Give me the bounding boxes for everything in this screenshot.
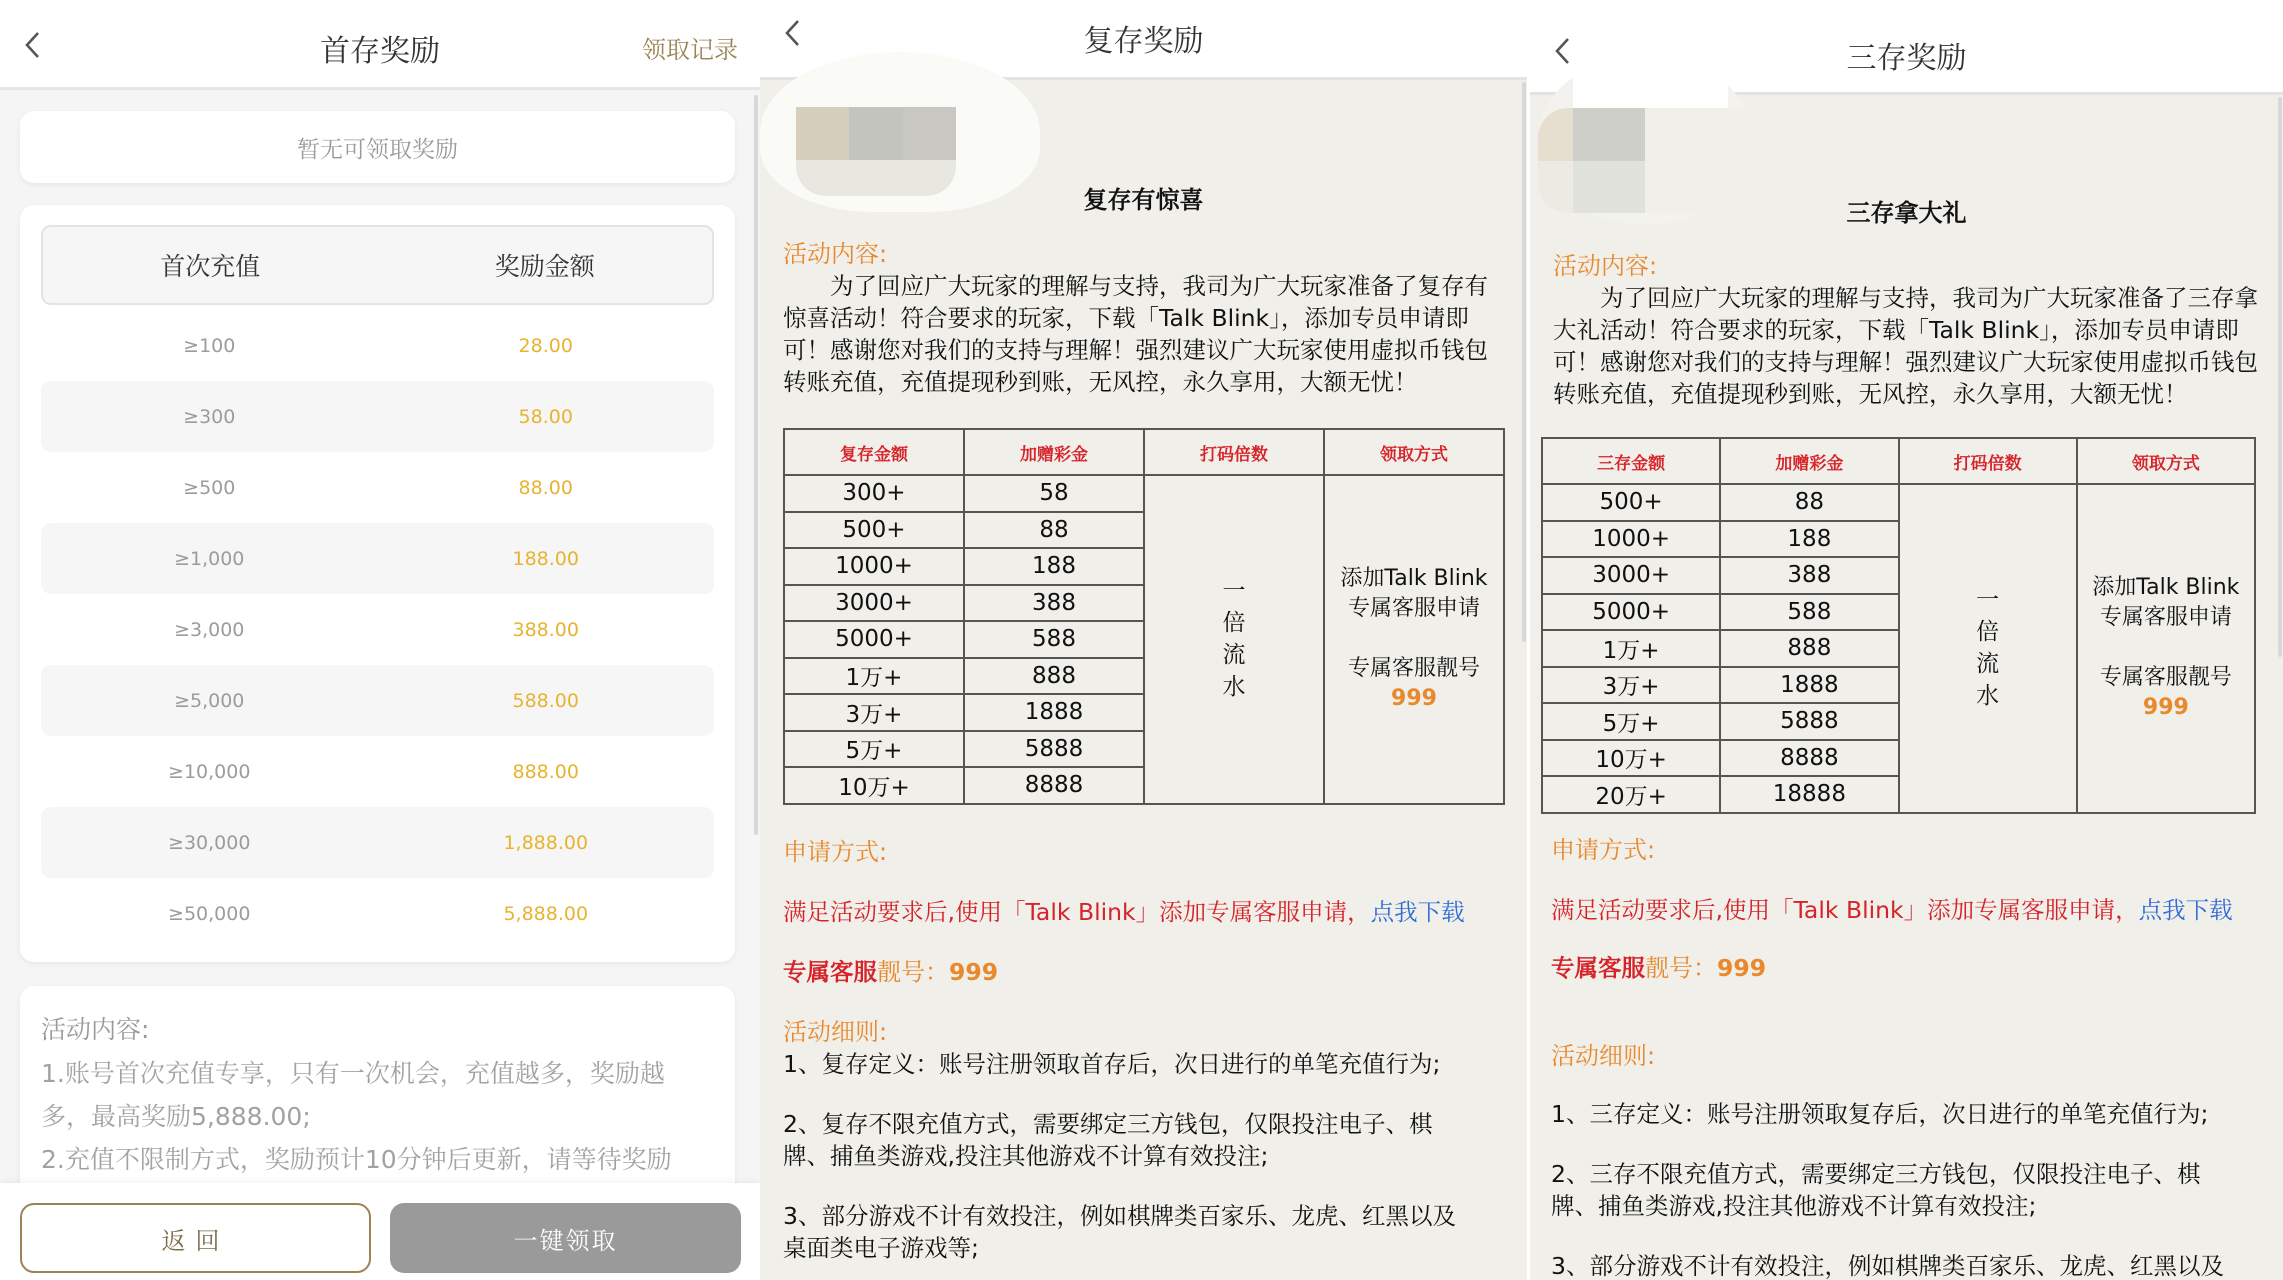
reward-amount: 1,888.00 (503, 831, 589, 854)
second-deposit-screen (760, 0, 1527, 1280)
reward-amount: 888.00 (512, 760, 579, 783)
page-title: 复存奖励 (1083, 24, 1204, 59)
table-row (41, 736, 714, 807)
method-line: 添加Talk Blink (1340, 566, 1488, 592)
reward-table-body (41, 310, 714, 949)
turnover-char: 水 (1976, 683, 2000, 710)
table-row (41, 878, 714, 949)
bonus-amount: 888 (964, 658, 1144, 695)
turnover-char: 一 (1222, 578, 1246, 605)
back-button-footer[interactable]: 返回 (20, 1203, 371, 1273)
bonus-amount: 388 (964, 585, 1144, 622)
reward-amount: 58.00 (518, 405, 573, 428)
promo-subtitle: 三存拿大礼 (1846, 199, 1967, 227)
turnover-multiplier (1144, 475, 1324, 804)
section-title-rules: 活动细则: (1551, 1042, 1656, 1070)
method-line: 专属客服申请 (1347, 596, 1480, 622)
table-row (41, 381, 714, 452)
bonus-amount: 58 (964, 475, 1144, 512)
deposit-amount: 1万+ (1542, 630, 1720, 667)
reward-amount: 388.00 (512, 618, 579, 641)
section-title-rules: 活动细则: (783, 1018, 888, 1046)
deposit-amount: 500+ (784, 512, 964, 549)
third-deposit-screen (1530, 0, 2283, 1280)
table-row (41, 523, 714, 594)
turnover-char: 倍 (1222, 610, 1246, 637)
section-title-content: 活动内容: (783, 240, 888, 268)
column-header: 三存金额 (1542, 438, 1720, 484)
rule-item: 3、部分游戏不计有效投注，例如棋牌类百家乐、龙虎、红黑以及桌面类电子游戏等; (783, 1202, 1456, 1262)
column-header: 领取方式 (2077, 438, 2255, 484)
claim-all-button[interactable]: 一键领取 (390, 1203, 741, 1273)
content-paragraph: 为了回应广大玩家的理解与支持，我司为广大玩家准备了复存有惊喜活动！符合要求的玩家，下载「Talk Blink」，添加专员申请即可！感谢您对我们的支持与理解！强烈建议广大玩家使用虚拟币钱包转账充值，充值提现秒到账，无风控，永久享用，大额无忧！ (783, 272, 1488, 396)
download-link[interactable]: 点我下载 (1370, 898, 1465, 926)
vip-label-suffix: 靓号： (1645, 954, 1717, 982)
deposit-amount: 3万+ (1542, 667, 1720, 704)
turnover-char: 流 (1222, 642, 1246, 669)
bonus-table (1541, 437, 2256, 814)
vip-number: 999 (1717, 954, 1767, 982)
description-line: 多，最高奖励5,888.00; (41, 1102, 311, 1131)
header-bar (0, 0, 760, 90)
deposit-amount: 5万+ (1542, 703, 1720, 740)
download-link[interactable]: 点我下载 (2138, 896, 2233, 924)
apply-text: 满足活动要求后,使用「Talk Blink」添加专属客服申请， (783, 898, 1371, 926)
bonus-amount: 388 (1720, 557, 1898, 594)
bonus-amount: 588 (1720, 594, 1898, 631)
reward-amount: 28.00 (518, 334, 573, 357)
description-line: 2.充值不限制方式，奖励预计10分钟后更新，请等待奖励 (41, 1145, 672, 1174)
bonus-amount: 1888 (1720, 667, 1898, 704)
rule-item: 1、复存定义：账号注册领取首存后，次日进行的单笔充值行为; (783, 1050, 1441, 1078)
method-line: 添加Talk Blink (2092, 575, 2240, 601)
claim-method (2077, 484, 2255, 813)
claim-record-link[interactable]: 领取记录 (642, 36, 738, 64)
method-line: 专属客服靓号 (2099, 665, 2232, 691)
apply-section (783, 836, 1507, 1264)
column-header-deposit: 首次充值 (160, 252, 261, 281)
bonus-amount: 5888 (1720, 703, 1898, 740)
bonus-amount: 1888 (964, 694, 1144, 731)
turnover-char: 一 (1976, 587, 2000, 614)
rule-item: 1、三存定义：账号注册领取复存后，次日进行的单笔充值行为; (1551, 1100, 2209, 1128)
method-line: 专属客服申请 (2099, 605, 2232, 631)
section-title-content: 活动内容: (1553, 252, 1658, 280)
rule-item: 2、复存不限充值方式，需要绑定三方钱包，仅限投注电子、棋牌、捕鱼类游戏,投注其他游戏不计算有效投注; (783, 1110, 1433, 1170)
apply-instructions (1551, 894, 2263, 926)
reward-amount: 588.00 (512, 689, 579, 712)
rule-item: 2、三存不限充值方式，需要绑定三方钱包，仅限投注电子、棋牌、捕鱼类游戏,投注其他游戏不计算有效投注; (1551, 1160, 2201, 1220)
first-deposit-screen (0, 0, 760, 1280)
activity-content (1553, 250, 2263, 410)
action-footer (0, 1183, 760, 1280)
deposit-threshold: ≥10,000 (168, 760, 251, 783)
page-title: 三存奖励 (1846, 41, 1967, 76)
column-header: 打码倍数 (1144, 429, 1324, 475)
vip-label: 专属客服 (1551, 954, 1645, 982)
bonus-amount: 8888 (964, 767, 1144, 804)
deposit-threshold: ≥50,000 (168, 902, 251, 925)
page-title: 首存奖励 (320, 34, 440, 69)
claim-method (1324, 475, 1504, 804)
bonus-amount: 188 (1720, 521, 1898, 558)
deposit-threshold: ≥300 (183, 405, 236, 428)
deposit-threshold: ≥3,000 (174, 618, 245, 641)
vip-number: 999 (949, 958, 999, 986)
table-row (41, 452, 714, 523)
deposit-amount: 5万+ (784, 731, 964, 768)
apply-section (1551, 834, 2263, 1280)
bonus-amount: 88 (964, 512, 1144, 549)
deposit-amount: 20万+ (1542, 776, 1720, 813)
deposit-amount: 1000+ (784, 548, 964, 585)
deposit-amount: 300+ (784, 475, 964, 512)
bonus-amount: 588 (964, 621, 1144, 658)
vip-number: 999 (2142, 695, 2189, 721)
activity-content (783, 238, 1507, 398)
reward-amount: 5,888.00 (503, 902, 589, 925)
column-header-reward: 奖励金额 (494, 252, 595, 281)
deposit-threshold: ≥5,000 (174, 689, 245, 712)
bonus-amount: 888 (1720, 630, 1898, 667)
deposit-threshold: ≥500 (183, 476, 236, 499)
turnover-char: 水 (1222, 674, 1246, 701)
table-header-row (1542, 438, 2255, 484)
section-title-apply: 申请方式: (1551, 836, 1656, 864)
empty-reward-notice: 暂无可领取奖励 (20, 111, 735, 183)
deposit-amount: 1000+ (1542, 521, 1720, 558)
deposit-threshold: ≥30,000 (168, 831, 251, 854)
deposit-amount: 3000+ (1542, 557, 1720, 594)
reward-amount: 88.00 (518, 476, 573, 499)
vip-label-suffix: 靓号： (877, 958, 949, 986)
vip-number: 999 (1391, 686, 1437, 712)
content-paragraph: 为了回应广大玩家的理解与支持，我司为广大玩家准备了三存拿大礼活动！符合要求的玩家，下载「Talk Blink」，添加专员申请即可！感谢您对我们的支持与理解！强烈建议广大玩家使用虚拟币钱包转账充值，充值提现秒到账，无风控，永久享用，大额无忧！ (1553, 284, 2258, 408)
method-line: 专属客服靓号 (1347, 656, 1480, 682)
deposit-amount: 5000+ (1542, 594, 1720, 631)
table-row (784, 475, 1504, 512)
vip-label: 专属客服 (783, 958, 877, 986)
table-row (41, 310, 714, 381)
scrollbar[interactable] (1522, 82, 1526, 642)
deposit-amount: 500+ (1542, 484, 1720, 521)
deposit-amount: 3000+ (784, 585, 964, 622)
reward-amount: 188.00 (512, 547, 579, 570)
turnover-char: 倍 (1976, 619, 2000, 646)
bonus-amount: 18888 (1720, 776, 1898, 813)
deposit-threshold: ≥1,000 (174, 547, 245, 570)
promo-subtitle: 复存有惊喜 (1083, 186, 1204, 214)
section-title-apply: 申请方式: (783, 838, 888, 866)
column-header: 打码倍数 (1899, 438, 2077, 484)
turnover-multiplier (1899, 484, 2077, 813)
column-header: 复存金额 (784, 429, 964, 475)
bonus-amount: 5888 (964, 731, 1144, 768)
description-line: 1.账号首次充值专享，只有一次机会，充值越多，奖励越 (41, 1059, 665, 1088)
scrollbar[interactable] (2278, 97, 2282, 657)
deposit-threshold: ≥100 (183, 334, 236, 357)
rule-item: 3、部分游戏不计有效投注，例如棋牌类百家乐、龙虎、红黑以及 (1551, 1252, 2224, 1280)
table-row (41, 594, 714, 665)
scrollbar[interactable] (754, 95, 758, 835)
vip-contact (1551, 952, 2263, 984)
apply-text: 满足活动要求后,使用「Talk Blink」添加专属客服申请， (1551, 896, 2139, 924)
deposit-amount: 3万+ (784, 694, 964, 731)
bonus-amount: 188 (964, 548, 1144, 585)
column-header: 加赠彩金 (964, 429, 1144, 475)
table-row (41, 665, 714, 736)
table-row (41, 807, 714, 878)
deposit-amount: 10万+ (784, 767, 964, 804)
reward-table-card (20, 205, 735, 962)
column-header: 领取方式 (1324, 429, 1504, 475)
bonus-table (783, 428, 1505, 805)
bonus-amount: 8888 (1720, 740, 1898, 777)
deposit-amount: 1万+ (784, 658, 964, 695)
table-header-row (784, 429, 1504, 475)
column-header: 加赠彩金 (1720, 438, 1898, 484)
table-row (1542, 484, 2255, 521)
bonus-amount: 88 (1720, 484, 1898, 521)
vip-contact (783, 956, 1507, 988)
turnover-char: 流 (1976, 651, 2000, 678)
reward-table-header (41, 225, 714, 305)
deposit-amount: 10万+ (1542, 740, 1720, 777)
apply-instructions (783, 896, 1507, 928)
deposit-amount: 5000+ (784, 621, 964, 658)
description-title: 活动内容: (41, 1015, 150, 1044)
